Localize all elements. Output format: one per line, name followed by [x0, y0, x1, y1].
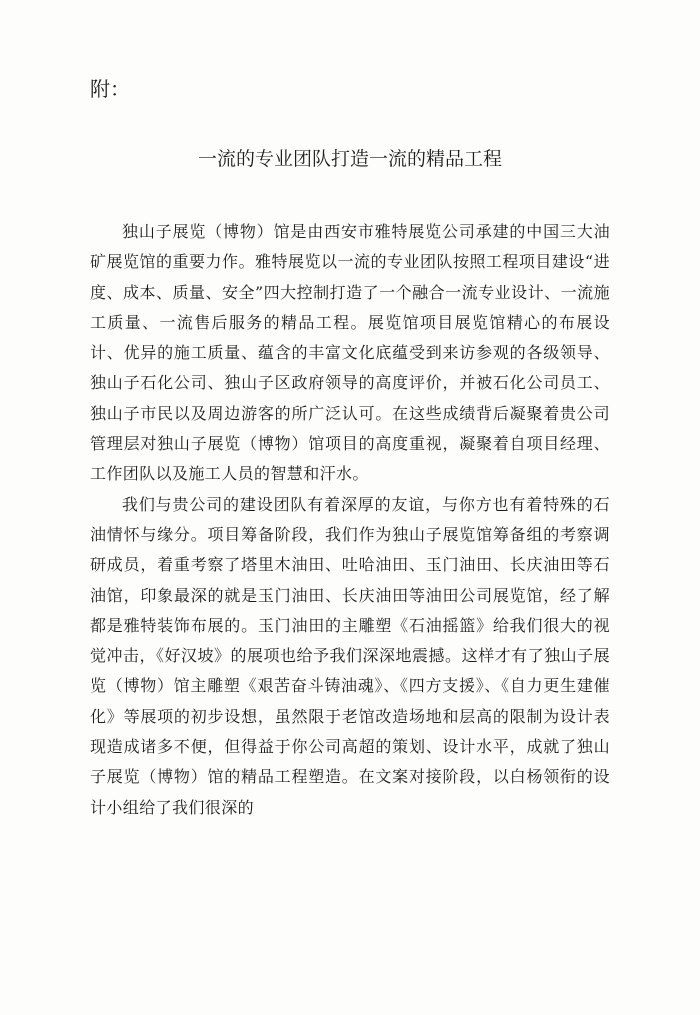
- document-body: [90, 217, 610, 823]
- appendix-label: 附：: [90, 77, 130, 101]
- document-title: 一流的专业团队打造一流的精品工程: [197, 148, 502, 170]
- body-paragraph: 独山子展览（博物）馆是由西安市雅特展览公司承建的中国三大油矿展览馆的重要力作。雅特展览以一流的专业团队按照工程项目建设“进度、成本、质量、安全”四大控制打造了一个融合一流专业设计、一流施工质量、一流售后服务的精品工程。展览馆项目展览馆精心的布展设计、优异的施工质量、蕴含的丰富文化底蕴受到来访参观的各级领导、独山子石化公司、独山子区政府领导的高度评价，并被石化公司员工、独山子市民以及周边游客的所广泛认可。在这些成绩背后凝聚着贵公司管理层对独山子展览（博物）馆项目的高度重视，凝聚着自项目经理、工作团队以及施工人员的智慧和汗水。: [90, 222, 610, 484]
- body-paragraph: 我们与贵公司的建设团队有着深厚的友谊，与你方也有着特殊的石油情怀与缘分。项目筹备阶段，我们作为独山子展览馆筹备组的考察调研成员，着重考察了塔里木油田、吐哈油田、玉门油田、长庆油田等石油馆，印象最深的就是玉门油田、长庆油田等油田公司展览馆，经了解都是雅特装饰布展的。玉门油田的主雕塑《石油摇篮》给我们很大的视觉冲击，《好汉坡》的展项也给予我们深深地震撼。这样才有了独山子展览（博物）馆主雕塑《艰苦奋斗铸油魂》、《四方支援》、《自力更生建催化》等展项的初步设想，虽然限于老馆改造场地和层高的限制为设计表现造成诸多不便，但得益于你公司高超的策划、设计水平，成就了独山子展览（博物）馆的精品工程塑造。在文案对接阶段，以白杨领衔的设计小组给了我们很深的: [90, 494, 610, 817]
